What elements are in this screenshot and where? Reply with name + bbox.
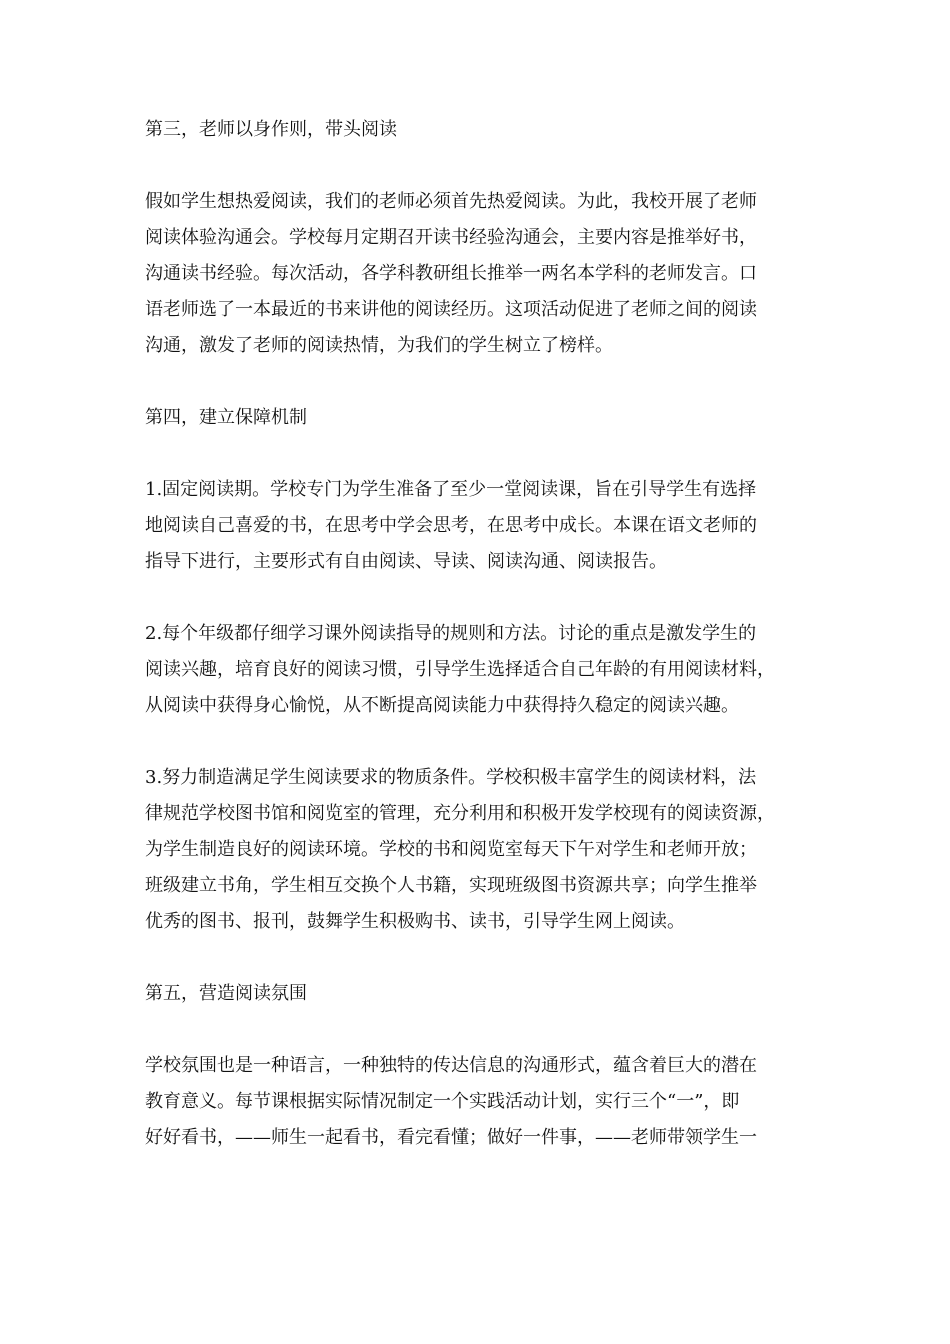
paragraph-line: 优秀的图书、报刊，鼓舞学生积极购书、读书，引导学生网上阅读。 — [145, 911, 685, 932]
paragraph-line: 1.固定阅读期。学校专门为学生准备了至少一堂阅读课，旨在引导学生有选择 — [145, 479, 757, 500]
paragraph-line: 语老师选了一本最近的书来讲他的阅读经历。这项活动促进了老师之间的阅读 — [145, 299, 757, 320]
paragraph-line: 好好看书，——师生一起看书，看完看懂；做好一件事，——老师带领学生一 — [145, 1127, 757, 1148]
paragraph-line: 阅读兴趣，培育良好的阅读习惯，引导学生选择适合自己年龄的有用阅读材料， — [145, 659, 775, 680]
section-heading-3: 第三，老师以身作则，带头阅读 — [145, 119, 397, 140]
paragraph — [145, 472, 805, 580]
paragraph-line: 为学生制造良好的阅读环境。学校的书和阅览室每天下午对学生和老师开放； — [145, 839, 757, 860]
paragraph-line: 2.每个年级都仔细学习课外阅读指导的规则和方法。讨论的重点是激发学生的 — [145, 623, 757, 644]
paragraph — [145, 616, 805, 724]
section-heading-4: 第四，建立保障机制 — [145, 407, 307, 428]
paragraph — [145, 1048, 805, 1156]
paragraph — [145, 184, 805, 364]
paragraph-line: 教育意义。每节课根据实际情况制定一个实践活动计划，实行三个“一”，即 — [145, 1091, 740, 1112]
paragraph-line: 沟通读书经验。每次活动，各学科教研组长推举一两名本学科的老师发言。口 — [145, 263, 757, 284]
paragraph-line: 地阅读自己喜爱的书，在思考中学会思考，在思考中成长。本课在语文老师的 — [145, 515, 757, 536]
paragraph-line: 阅读体验沟通会。学校每月定期召开读书经验沟通会，主要内容是推举好书， — [145, 227, 757, 248]
paragraph-line: 沟通，激发了老师的阅读热情，为我们的学生树立了榜样。 — [145, 335, 613, 356]
document-body — [145, 112, 805, 1156]
paragraph-line: 学校氛围也是一种语言，一种独特的传达信息的沟通形式，蕴含着巨大的潜在 — [145, 1055, 757, 1076]
section-heading-5: 第五，营造阅读氛围 — [145, 983, 307, 1004]
paragraph-line: 3.努力制造满足学生阅读要求的物质条件。学校积极丰富学生的阅读材料，法 — [145, 767, 757, 788]
paragraph-line: 指导下进行，主要形式有自由阅读、导读、阅读沟通、阅读报告。 — [145, 551, 667, 572]
paragraph-line: 班级建立书角，学生相互交换个人书籍，实现班级图书资源共享；向学生推举 — [145, 875, 757, 896]
paragraph-line: 律规范学校图书馆和阅览室的管理，充分利用和积极开发学校现有的阅读资源， — [145, 803, 775, 824]
paragraph — [145, 760, 805, 940]
paragraph-line: 从阅读中获得身心愉悦，从不断提高阅读能力中获得持久稳定的阅读兴趣。 — [145, 695, 739, 716]
paragraph-line: 假如学生想热爱阅读，我们的老师必须首先热爱阅读。为此，我校开展了老师 — [145, 191, 757, 212]
